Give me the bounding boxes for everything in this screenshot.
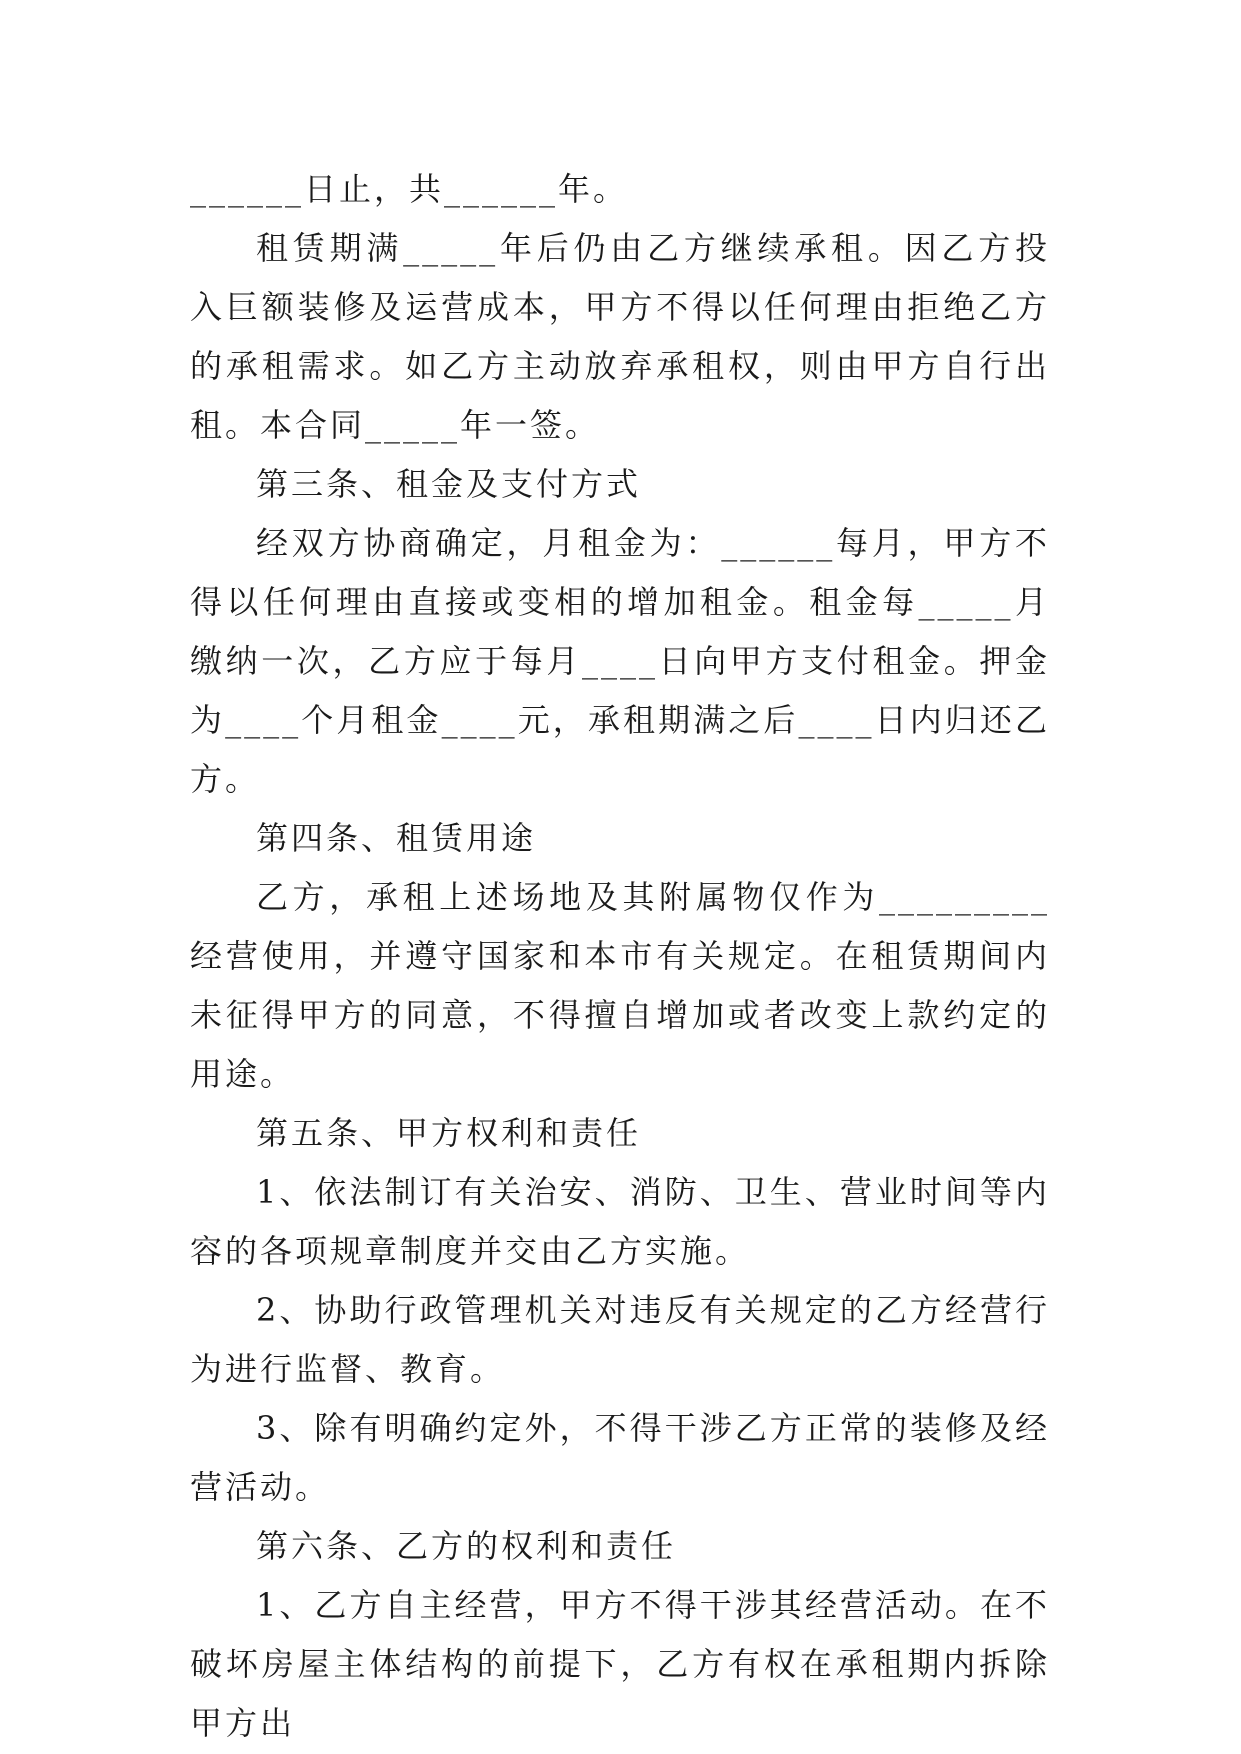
heading-article-4: 第四条、租赁用途 [256, 819, 537, 857]
heading-article-6: 第六条、乙方的权利和责任 [256, 1527, 677, 1565]
list-item-lessor-1: 1、依法制订有关治安、消防、卫生、营业时间等内容的各项规章制度并交由乙方实施。 [190, 1173, 1050, 1270]
document-body [190, 160, 1050, 1753]
list-item-lessor-3: 3、除有明确约定外，不得干涉乙方正常的装修及经营活动。 [190, 1409, 1050, 1506]
paragraph-rent-payment: 经双方协商确定，月租金为：______每月，甲方不得以任何理由直接或变相的增加租金。租金每_____月缴纳一次，乙方应于每月____日向甲方支付租金。押金为____个月租金____元，承租期满之后____日内归还乙方。 [190, 524, 1050, 798]
list-item-lessor-2: 2、协助行政管理机关对违反有关规定的乙方经营行为进行监督、教育。 [190, 1291, 1050, 1388]
paragraph-lease-purpose: 乙方，承租上述场地及其附属物仅作为_________经营使用，并遵守国家和本市有关规定。在租赁期间内未征得甲方的同意，不得擅自增加或者改变上款约定的用途。 [190, 878, 1050, 1093]
heading-article-5: 第五条、甲方权利和责任 [256, 1114, 642, 1152]
paragraph-lease-end: ______日止，共______年。 [190, 170, 629, 208]
paragraph-lease-renewal: 租赁期满_____年后仍由乙方继续承租。因乙方投入巨额装修及运营成本，甲方不得以任何理由拒绝乙方的承租需求。如乙方主动放弃承租权，则由甲方自行出租。本合同_____年一签。 [190, 229, 1050, 444]
list-item-lessee-1: 1、乙方自主经营，甲方不得干涉其经营活动。在不破坏房屋主体结构的前提下，乙方有权在承租期内拆除甲方出 [190, 1586, 1050, 1742]
heading-article-3: 第三条、租金及支付方式 [256, 465, 642, 503]
